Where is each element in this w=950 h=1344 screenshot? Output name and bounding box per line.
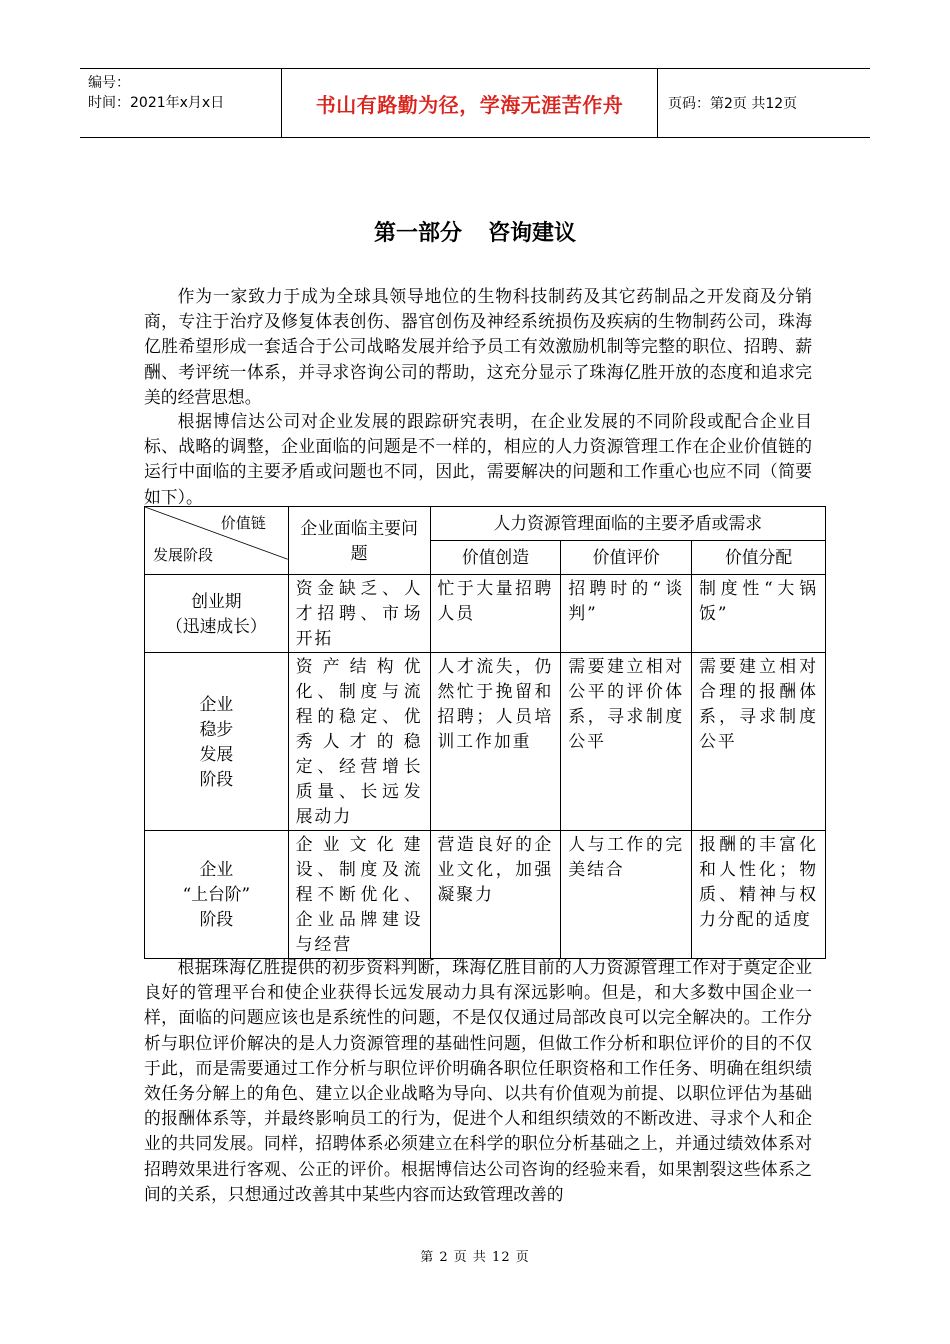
stage-line: 发展 [199, 743, 234, 764]
distribution-cell: 制度性“大锅饭” [692, 575, 826, 653]
header-problem: 企业面临主要问题 [288, 507, 430, 575]
stage-cell [145, 653, 289, 831]
creation-cell: 人才流失，仍然忙于挽留和招聘；人员培训工作加重 [430, 653, 561, 831]
paragraph-research: 根据博信达公司对企业发展的跟踪研究表明，在企业发展的不同阶段或配合企业目标、战略的调整，企业面临的问题是不一样的，相应的人力资源管理工作在企业价值链的运行中面临的主要矛盾或问题也不同，因此，需要解决的问题和工作重心也应不同（简要如下）。 [144, 411, 812, 507]
stage-table [144, 506, 826, 959]
problem-cell: 资产结构优化、制度与流程的稳定、优秀人才的稳定、经营增长质量、长远发展动力 [288, 653, 430, 831]
corner-label-stage: 发展阶段 [153, 546, 214, 564]
header-hr: 人力资源管理面临的主要矛盾或需求 [430, 507, 825, 541]
stage-cell [145, 831, 289, 959]
section-title-name: 咨询建议 [488, 221, 577, 246]
section-title [0, 216, 950, 247]
page-footer: 第 2 页 共 12 页 [420, 1250, 530, 1265]
evaluation-cell: 招聘时的“谈判” [561, 575, 692, 653]
stage-cell [145, 575, 289, 653]
header-value-evaluation: 价值评价 [561, 541, 692, 575]
stage-line: 企业 [199, 693, 234, 714]
header-value-distribution: 价值分配 [692, 541, 826, 575]
evaluation-cell: 需要建立相对公平的评价体系，寻求制度公平 [561, 653, 692, 831]
stage-line: 创业期 [191, 590, 242, 611]
stage-line: 企业 [199, 859, 234, 879]
stage-line: 阶段 [199, 909, 234, 929]
problem-cell: 资金缺乏、人才招聘、市场开拓 [288, 575, 430, 653]
stage-line: 阶段 [199, 768, 234, 789]
table-row [145, 575, 826, 653]
table-corner-cell [145, 507, 289, 575]
header-code: 编号： [88, 75, 130, 91]
distribution-cell: 需要建立相对合理的报酬体系，寻求制度公平 [692, 653, 826, 831]
paragraph-analysis: 根据珠海亿胜提供的初步资料判断，珠海亿胜目前的人力资源管理工作对于奠定企业良好的管理平台和使企业获得长远发展动力具有深远影响。但是，和大多数中国企业一样，面临的问题应该也是系统性的问题，不是仅仅通过局部改良可以完全解决的。工作分析与职位评价解决的是人力资源管理的基础性问题，但做工作分析和职位评价的目的不仅于此，而是需要通过工作分析与职位评价明确各职位任职资格和工作任务、明确在组织绩效任务分解上的角色、建立以企业战略为导向、以共有价值观为前提、以职位评估为基础的报酬体系等，并最终影响员工的行为，促进个人和组织绩效的不断改进、寻求个人和企业的共同发展。同样，招聘体系必须建立在科学的职位分析基础之上，并通过绩效体系对招聘效果进行客观、公正的评价。根据博信达公司咨询的经验来看，如果割裂这些体系之间的关系，只想通过改善其中某些内容而达致管理改善的 [144, 957, 812, 1204]
table-row [145, 831, 826, 959]
evaluation-cell: 人与工作的完美结合 [561, 831, 692, 959]
table-row [145, 653, 826, 831]
section-title-part: 第一部分 [373, 221, 462, 246]
paragraph-intro: 作为一家致力于成为全球具领导地位的生物科技制药及其它药制品之开发商及分销商，专注于治疗及修复体表创伤、器官创伤及神经系统损伤及疾病的生物制药公司，珠海亿胜希望形成一套适合于公司战略发展并给予员工有效激励机制等完整的职位、招聘、薪酬、考评统一体系，并寻求咨询公司的帮助，这充分显示了珠海亿胜开放的态度和追求完美的经营思想。 [144, 286, 812, 407]
header-page-info: 页码：第2页 共12页 [668, 96, 798, 112]
stage-line: （迅速成长） [166, 615, 267, 636]
creation-cell: 营造良好的企业文化，加强凝聚力 [430, 831, 561, 959]
header-meta [80, 69, 282, 137]
header-time: 时间：2021年x月x日 [88, 95, 225, 111]
corner-label-value-chain: 价值链 [220, 514, 266, 532]
page-header [80, 68, 870, 138]
problem-cell: 企业文化建设、制度及流程不断优化、企业品牌建设与经营 [288, 831, 430, 959]
header-motto: 书山有路勤为径，学海无涯苦作舟 [282, 69, 658, 137]
header-value-creation: 价值创造 [430, 541, 561, 575]
distribution-cell: 报酬的丰富化和人性化；物质、精神与权力分配的适度 [692, 831, 826, 959]
stage-line: “上台阶” [182, 884, 251, 904]
stage-line: 稳步 [199, 718, 234, 739]
creation-cell: 忙于大量招聘人员 [430, 575, 561, 653]
